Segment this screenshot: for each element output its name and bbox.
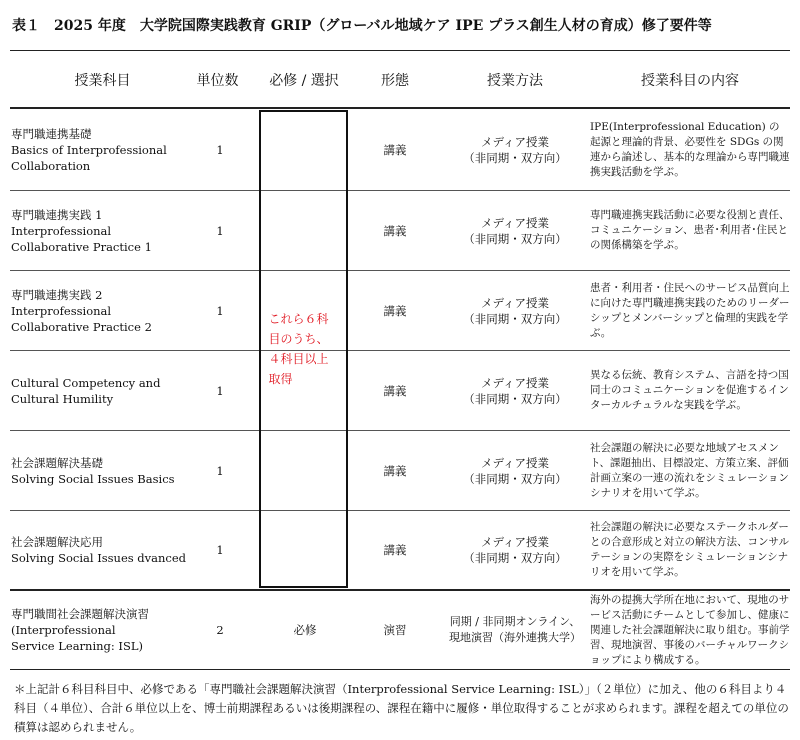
header-subject: 授業科目 bbox=[74, 73, 131, 89]
units-cell: 1 bbox=[216, 303, 224, 318]
required-cell: 必修 bbox=[293, 623, 317, 637]
method-line1: メディア授業 bbox=[480, 135, 550, 149]
content-cell: 患者・利用者・住民へのサービス品質向上に向けた専門職連携実践のためのリーダーシップとメンバーシップと倫理的実践を学ぶ。 bbox=[590, 281, 790, 339]
content-cell: 海外の提携大学所在地において、現地のサービス活動にチームとして参加し、健康に関連した社会課題解決に取り組む。事前学習、現地演習、事後のバーチャルワークショップにより構成する。 bbox=[590, 593, 790, 666]
form-cell: 演習 bbox=[383, 623, 407, 637]
header-content: 授業科目の内容 bbox=[641, 73, 739, 89]
method-cell bbox=[440, 351, 590, 430]
subject-en: Solving Social Issues Basics bbox=[11, 471, 175, 486]
subject-en: Basics of Interprofessional Collaboration bbox=[11, 143, 167, 173]
units-cell: 2 bbox=[216, 623, 224, 637]
content-cell: 専門職連携実践活動に必要な役割と責任、コミュニケーション、患者･利用者･住民との関係構築を学ぶ。 bbox=[590, 209, 790, 251]
table-row bbox=[10, 431, 790, 510]
content-cell: 社会課題の解決に必要な地域アセスメント、課題抽出、目標設定、方策立案、評価計画立案の一連の流れをシミュレーションシナリオを用いて学ぶ。 bbox=[590, 441, 789, 499]
method-line2: 現地演習（海外連携大学） bbox=[449, 631, 581, 644]
top-rule bbox=[10, 50, 790, 51]
table-row bbox=[10, 351, 790, 430]
subject-en: Solving Social Issues dvanced bbox=[11, 551, 187, 565]
method-line2: （非同期・双方向） bbox=[463, 551, 567, 565]
subject-jp: 専門職連携実践 1 bbox=[11, 207, 103, 222]
method-line2: （非同期・双方向） bbox=[463, 231, 567, 246]
subject-cell bbox=[10, 351, 196, 430]
subject-jp: 社会課題解決応用 bbox=[11, 535, 103, 549]
units-cell: 1 bbox=[216, 143, 224, 157]
table-row bbox=[10, 591, 790, 669]
method-cell bbox=[440, 271, 590, 350]
form-cell: 講義 bbox=[383, 143, 407, 157]
header-method: 授業方法 bbox=[487, 73, 543, 89]
method-cell bbox=[440, 110, 590, 190]
method-line1: 同期 / 非同期オンライン、 bbox=[449, 615, 581, 628]
bottom-rule bbox=[10, 669, 790, 670]
method-cell bbox=[440, 431, 590, 510]
table-row bbox=[10, 271, 790, 350]
method-line2: （非同期・双方向） bbox=[463, 391, 567, 406]
subject-en: Interprofessional Collaborative Practice 1 bbox=[11, 223, 152, 254]
method-line1: メディア授業 bbox=[480, 375, 550, 390]
method-line2: （非同期・双方向） bbox=[463, 471, 567, 486]
header-required: 必修 / 選択 bbox=[269, 73, 339, 89]
content-cell: IPE(Interprofessional Education) の起源と理論的背景、必要性を SDGs の関連から論述し、基本的な理論から専門職連携実践活動を学ぶ。 bbox=[590, 121, 790, 178]
subject-cell bbox=[10, 511, 196, 589]
form-cell: 講義 bbox=[383, 383, 407, 398]
table-row bbox=[10, 511, 790, 589]
subject-jp: 専門職間社会課題解決演習 bbox=[11, 607, 149, 621]
units-cell: 1 bbox=[216, 383, 224, 398]
subject-jp: 専門職連携実践 2 bbox=[11, 287, 103, 302]
subject-jp: 社会課題解決基礎 bbox=[11, 455, 103, 470]
subject-cell bbox=[10, 591, 196, 669]
form-cell: 講義 bbox=[383, 303, 407, 318]
method-cell bbox=[440, 511, 590, 589]
content-cell: 異なる伝統、教育システム、言語を持つ国同士のコミュニケーションを促進するインターカルチュラルな実践を学ぶ。 bbox=[590, 369, 789, 411]
method-line1: メディア授業 bbox=[480, 215, 550, 230]
table-row bbox=[10, 191, 790, 270]
table-row bbox=[10, 110, 790, 190]
form-cell: 講義 bbox=[383, 223, 407, 238]
method-line1: メディア授業 bbox=[480, 535, 550, 549]
units-cell: 1 bbox=[216, 223, 224, 238]
subject-cell bbox=[10, 431, 196, 510]
header-rule bbox=[10, 107, 790, 109]
method-line2: （非同期・双方向） bbox=[463, 311, 567, 326]
method-cell bbox=[440, 591, 590, 669]
units-cell: 1 bbox=[216, 543, 224, 557]
subject-en: Cultural Competency and Cultural Humility bbox=[11, 375, 161, 406]
subject-jp: 専門職連携基礎 bbox=[11, 127, 92, 141]
footnote: ＊上記計６科目科目中、必修である「専門職社会課題解決演習（Interprofessional Service Learning: ISL）」（２単位）に加え、他の６科目より４科目（４単位）、合計６単位以上を、博士前期課程あるいは後期課程の、課程在籍中に履修・単位取得することが求められます。課程を超えての単位の積算は認められません。 bbox=[14, 682, 789, 734]
table-title: 表１ 2025 年度 大学院国際実践教育 GRIP（グローバル地域ケア IPE プラス創生人材の育成）修了要件等 bbox=[12, 18, 712, 34]
method-line1: メディア授業 bbox=[480, 455, 550, 470]
method-cell bbox=[440, 191, 590, 270]
content-cell: 社会課題の解決に必要なステークホルダーとの合意形成と対立の解決方法、コンサルテーションの実際をシミュレーションシナリオを用いて学ぶ。 bbox=[590, 521, 789, 578]
subject-cell bbox=[10, 271, 196, 350]
method-line2: （非同期・双方向） bbox=[463, 151, 567, 165]
header-units: 単位数 bbox=[196, 73, 239, 89]
subject-en: Interprofessional Collaborative Practice 2 bbox=[11, 303, 152, 334]
units-cell: 1 bbox=[216, 463, 224, 478]
form-cell: 講義 bbox=[383, 463, 407, 478]
form-cell: 講義 bbox=[383, 543, 407, 557]
subject-cell bbox=[10, 191, 196, 270]
subject-cell bbox=[10, 110, 196, 190]
method-line1: メディア授業 bbox=[480, 295, 550, 310]
subject-en: (Interprofessional Service Learning: ISL) bbox=[11, 623, 143, 653]
elective-note: これら６科目のうち、４科目以上取得 bbox=[268, 312, 329, 386]
header-form: 形態 bbox=[381, 73, 409, 89]
